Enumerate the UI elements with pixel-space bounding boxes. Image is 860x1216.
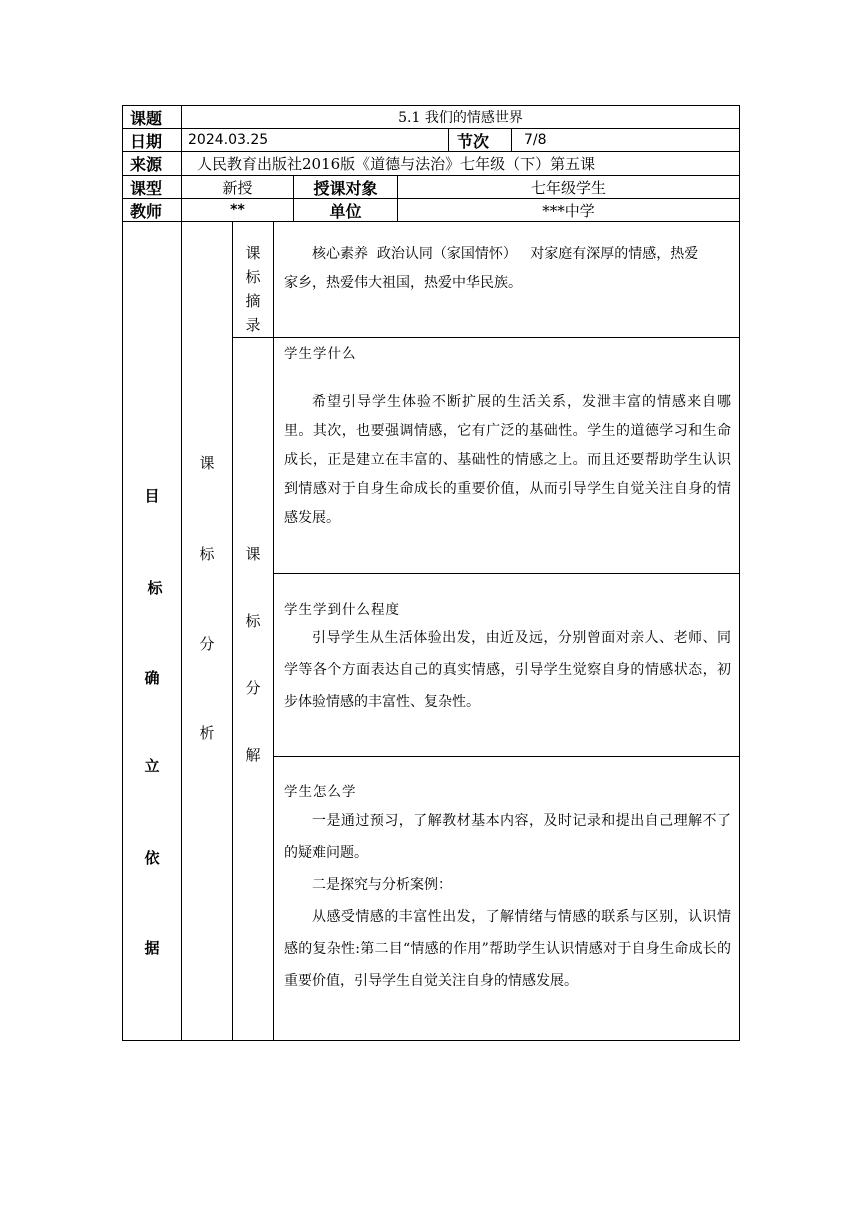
- section-title-degree: 学生学到什么程度: [284, 602, 400, 618]
- period-value: 7/8: [524, 132, 547, 148]
- source-label: 来源: [130, 155, 163, 174]
- analysis-label-char: 标: [199, 545, 215, 563]
- how-paragraph: 二是探究与分析案例：: [312, 877, 452, 893]
- main-label-char: 目: [144, 487, 160, 505]
- excerpt-label-char: 标: [245, 268, 261, 286]
- lesson-title: 5.1 我们的情感世界: [398, 110, 523, 126]
- col-divider: [273, 221, 274, 1041]
- teacher-label: 教师: [130, 201, 163, 221]
- decompose-label-char: 分: [245, 679, 261, 697]
- excerpt-line: 核心素养 政治认同（家国情怀） 对家庭有深厚的情感，热爱: [312, 246, 699, 262]
- type-label: 课型: [130, 178, 163, 198]
- decompose-label-char: 标: [245, 612, 261, 630]
- excerpt-label-char: 摘: [245, 292, 261, 310]
- excerpt-line: 家乡，热爱伟大祖国，热爱中华民族。: [284, 275, 522, 291]
- how-text: [284, 805, 731, 997]
- decompose-label-char: 解: [245, 746, 261, 764]
- col-divider: [181, 221, 182, 1041]
- what-text: [284, 388, 731, 533]
- what-paragraph: 希望引导学生体验不断扩展的生活关系，发泄丰富的情感来自哪里。其次，也要强调情感，它有广泛的基础性。学生的道德学习和生命成长，正是建立在丰富的、基础性的情感之上。而且还要帮助学生认识到情感对于自身生命成长的重要价值，从而引导学生自觉关注自身的情感发展。: [284, 394, 731, 526]
- col-divider: [232, 221, 233, 1041]
- main-label-char: 据: [144, 939, 160, 957]
- unit-label: 单位: [329, 201, 362, 221]
- excerpt-text: [284, 240, 732, 298]
- main-label-char: 标: [147, 579, 163, 597]
- source-value: 人民教育出版社2016版《道德与法治》七年级（下）第五课: [197, 155, 596, 173]
- date-label: 日期: [130, 131, 163, 151]
- row-divider: [273, 573, 740, 574]
- audience-label: 授课对象: [313, 178, 378, 198]
- analysis-label-char: 分: [199, 635, 215, 653]
- main-label-char: 确: [144, 669, 160, 687]
- date-value: 2024.03.25: [188, 132, 269, 148]
- section-title-what: 学生学什么: [284, 346, 357, 362]
- unit-value: ***中学: [542, 201, 595, 220]
- decompose-label-char: 课: [245, 545, 261, 563]
- excerpt-label-char: 录: [245, 316, 261, 334]
- col-divider: [448, 128, 449, 151]
- excerpt-label-char: 课: [245, 244, 261, 262]
- table-border-bottom: [122, 1040, 740, 1041]
- title-label: 课题: [130, 108, 163, 128]
- audience-value: 七年级学生: [530, 178, 606, 197]
- analysis-label-char: 析: [199, 724, 215, 742]
- row-divider: [122, 221, 740, 222]
- degree-paragraph: 引导学生从生活体验出发，由近及远，分别曾面对亲人、老师、同学等各个方面表达自己的真实情感，引导学生觉察自身的情感状态，初步体验情感的丰富性、复杂性。: [284, 630, 731, 710]
- period-label: 节次: [457, 131, 490, 151]
- table-border-left: [122, 105, 123, 1041]
- row-divider: [273, 756, 740, 757]
- analysis-label-char: 课: [199, 454, 215, 472]
- section-title-how: 学生怎么学: [284, 784, 357, 800]
- col-divider: [511, 128, 512, 151]
- row-divider: [232, 337, 740, 338]
- main-label-char: 依: [144, 849, 160, 867]
- teacher-value: **: [230, 202, 245, 218]
- type-value: 新授: [222, 178, 253, 197]
- degree-text: [284, 622, 731, 718]
- main-label-char: 立: [144, 757, 160, 775]
- how-paragraph: 一是通过预习，了解教材基本内容，及时记录和提出自己理解不了的疑难问题。: [284, 813, 731, 861]
- how-paragraph: 从感受情感的丰富性出发，了解情绪与情感的联系与区别，认识情感的复杂性:第二目“情感的作用”帮助学生认识情感对于自身生命成长的重要价值，引导学生自觉关注自身的情感发展。: [284, 909, 731, 989]
